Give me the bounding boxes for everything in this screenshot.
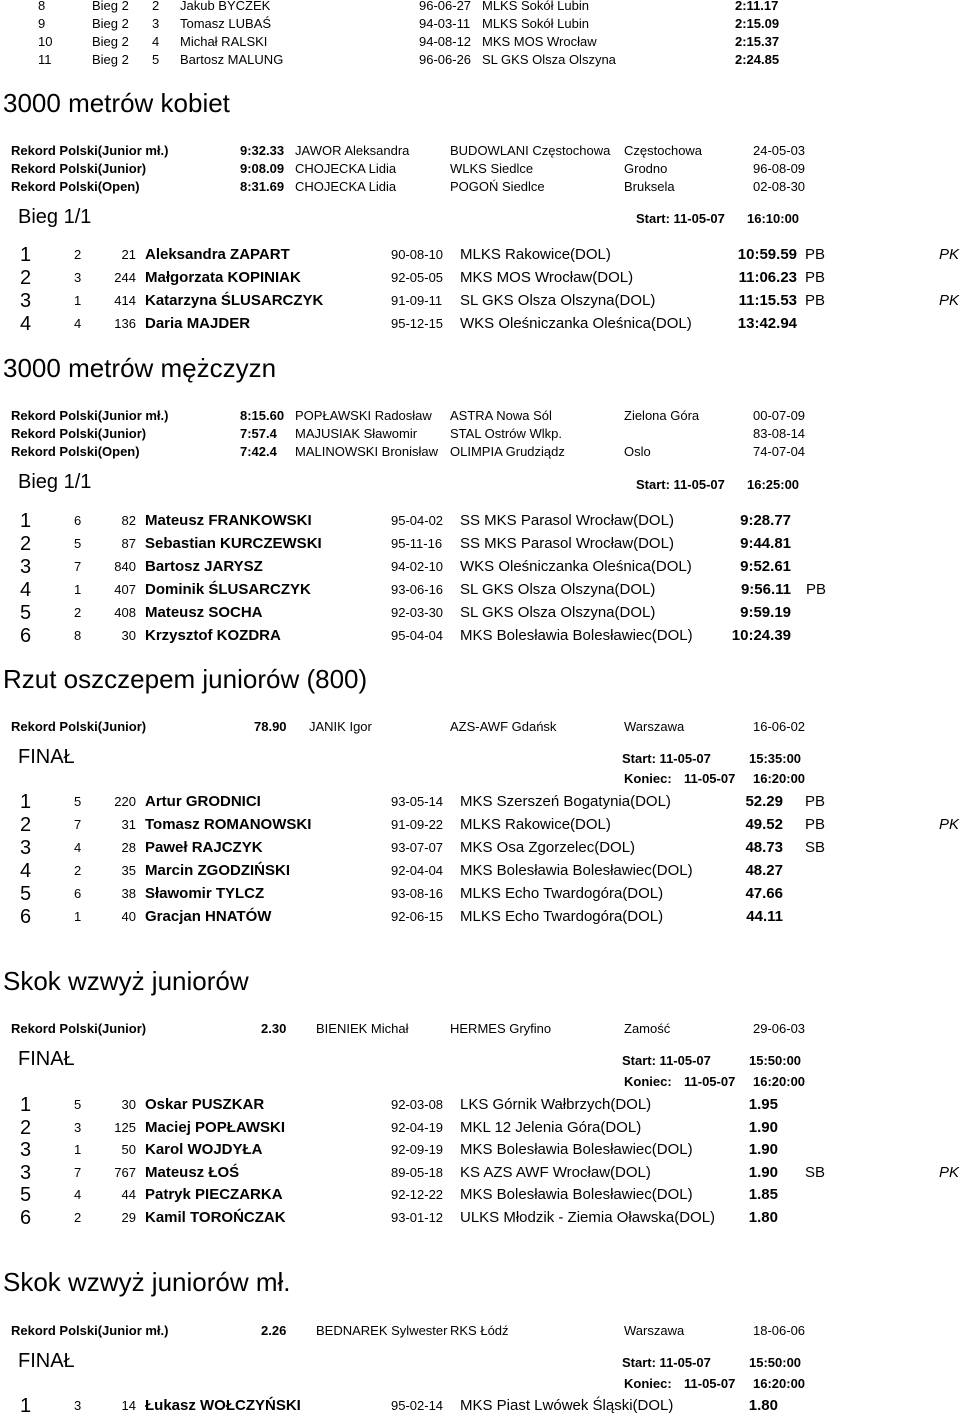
result-note: SB [805, 1163, 826, 1181]
result-lane: 2 [74, 1209, 82, 1225]
record-value: 9:08.09 [240, 161, 285, 176]
record-date: 00-07-09 [753, 408, 806, 423]
result-dob: 92-04-04 [391, 863, 444, 878]
result-pk: PK [939, 246, 960, 263]
result-club: MKS Piast Lwówek Śląski(DOL) [460, 1397, 674, 1414]
row-place: 9 [38, 16, 46, 31]
row-heat: Bieg 2 [92, 0, 129, 13]
row-lane: 5 [152, 52, 160, 67]
result-bib: 21 [121, 247, 136, 262]
result-name: Dominik ŚLUSARCZYK [145, 581, 311, 598]
row-name: Tomasz LUBAŚ [180, 16, 272, 31]
record-club: AZS-AWF Gdańsk [450, 719, 557, 734]
record-club: ASTRA Nowa Sól [450, 408, 552, 423]
result-dob: 91-09-11 [391, 293, 443, 308]
result-name: Mateusz FRANKOWSKI [145, 512, 312, 529]
result-place: 6 [20, 1206, 32, 1229]
record-holder: MALINOWSKI Bronisław [295, 444, 439, 459]
end-date: 11-05-07 [684, 1074, 736, 1089]
result-value: 9:28.77 [740, 512, 791, 529]
result-dob: 92-05-05 [391, 270, 444, 285]
result-lane: 2 [74, 605, 82, 620]
result-lane: 4 [74, 316, 82, 331]
record-holder: BEDNAREK Sylwester [316, 1323, 448, 1338]
heat-label: FINAŁ [18, 1350, 75, 1372]
section-title: Skok wzwyż juniorów [3, 966, 249, 996]
result-value: 1.80 [748, 1397, 778, 1414]
row-club: SL GKS Olsza Olszyna [482, 52, 616, 67]
result-place: 6 [20, 625, 32, 647]
result-note: PB [805, 269, 826, 286]
start-time: 15:50:00 [749, 1053, 802, 1068]
result-bib: 407 [114, 582, 136, 597]
record-place: Grodno [624, 161, 668, 176]
result-place: 2 [20, 1116, 32, 1139]
record-label: Rekord Polski(Open) [11, 179, 140, 194]
result-lane: 5 [74, 536, 82, 551]
record-club: WLKS Siedlce [450, 161, 534, 176]
result-place: 4 [20, 313, 32, 335]
result-name: Marcin ZGODZIŃSKI [145, 862, 291, 879]
start-label: Start: 11-05-07 [622, 751, 711, 766]
result-name: Gracjan HNATÓW [145, 908, 272, 925]
result-bib: 82 [121, 513, 136, 528]
record-date: 74-07-04 [753, 444, 806, 459]
result-club: MKS Bolesławia Bolesławiec(DOL) [460, 627, 693, 644]
heat-label: FINAŁ [18, 1048, 75, 1070]
result-place: 1 [20, 791, 32, 813]
record-label: Rekord Polski(Junior mł.) [11, 408, 169, 423]
row-lane: 2 [152, 0, 160, 13]
result-place: 3 [20, 290, 32, 312]
record-holder: BIENIEK Michał [316, 1021, 409, 1036]
result-dob: 92-03-30 [391, 605, 444, 620]
result-value: 52.29 [745, 793, 783, 810]
result-name: Tomasz ROMANOWSKI [145, 816, 312, 833]
result-place: 3 [20, 1161, 32, 1184]
result-dob: 90-08-10 [391, 247, 444, 262]
result-dob: 91-09-22 [391, 817, 444, 832]
row-dob: 96-06-27 [419, 0, 472, 13]
result-bib: 31 [121, 817, 136, 832]
result-place: 1 [20, 510, 32, 532]
record-label: Rekord Polski(Junior mł.) [11, 143, 169, 158]
result-value: 9:59.19 [740, 604, 791, 621]
record-holder: CHOJECKA Lidia [295, 161, 397, 176]
result-lane: 5 [74, 794, 82, 809]
result-note: PB [806, 581, 827, 598]
row-club: MLKS Sokół Lubin [482, 16, 589, 31]
result-value: 47.66 [745, 885, 783, 902]
record-club: POGOŃ Siedlce [450, 179, 545, 194]
result-club: SL GKS Olsza Olszyna(DOL) [460, 604, 656, 621]
start-label: Start: 11-05-07 [622, 1355, 711, 1370]
result-dob: 95-11-16 [391, 536, 443, 551]
result-note: PB [805, 816, 826, 833]
row-dob: 96-06-26 [419, 52, 472, 67]
record-value: 2.26 [261, 1323, 287, 1338]
result-bib: 40 [121, 909, 136, 924]
result-place: 4 [20, 579, 32, 601]
section-title: Rzut oszczepem juniorów (800) [3, 664, 368, 694]
result-club: MLKS Echo Twardogóra(DOL) [460, 885, 664, 902]
result-name: Patryk PIECZARKA [145, 1186, 283, 1203]
record-place: Oslo [624, 444, 651, 459]
end-label: Koniec: [624, 1074, 672, 1089]
result-note: PB [805, 793, 826, 810]
result-bib: 87 [121, 536, 136, 551]
result-bib: 414 [114, 293, 136, 308]
result-place: 5 [20, 883, 32, 905]
result-value: 10:59.59 [737, 246, 797, 263]
result-club: MKS Bolesławia Bolesławiec(DOL) [460, 862, 693, 879]
heat-label: Bieg 1/1 [18, 206, 92, 228]
record-label: Rekord Polski(Junior) [11, 719, 147, 734]
result-lane: 3 [74, 1119, 82, 1135]
record-club: HERMES Gryfino [450, 1021, 552, 1036]
record-value: 8:31.69 [240, 179, 285, 194]
record-date: 18-06-06 [753, 1323, 806, 1338]
result-bib: 30 [121, 1097, 136, 1112]
end-time: 16:20:00 [753, 1074, 806, 1089]
row-place: 11 [38, 52, 52, 67]
result-dob: 93-05-14 [391, 794, 444, 809]
result-lane: 1 [74, 909, 82, 924]
result-dob: 95-02-14 [391, 1398, 444, 1413]
result-value: 1.90 [748, 1163, 778, 1181]
row-result: 2:15.09 [735, 16, 780, 31]
row-name: Jakub BYCZEK [180, 0, 271, 13]
record-date: 02-08-30 [753, 179, 806, 194]
row-result: 2:15.37 [735, 34, 780, 49]
result-name: Małgorzata KOPINIAK [145, 269, 301, 286]
result-bib: 29 [121, 1209, 136, 1225]
record-value: 7:57.4 [240, 426, 277, 441]
row-place: 10 [38, 34, 53, 49]
result-lane: 7 [74, 1164, 82, 1180]
result-place: 1 [20, 1094, 32, 1116]
result-value: 11:15.53 [738, 292, 797, 309]
result-value: 1.80 [748, 1208, 778, 1226]
record-holder: POPŁAWSKI Radosław [295, 408, 432, 423]
result-value: 49.52 [745, 816, 783, 833]
result-value: 1.95 [748, 1096, 778, 1113]
row-lane: 3 [152, 16, 160, 31]
record-label: Rekord Polski(Junior mł.) [11, 1323, 169, 1338]
result-club: LKS Górnik Wałbrzych(DOL) [460, 1096, 652, 1113]
record-place: Warszawa [624, 719, 685, 734]
result-club: MLKS Rakowice(DOL) [460, 246, 611, 263]
result-bib: 38 [121, 886, 136, 901]
result-value: 44.11 [746, 908, 783, 925]
result-dob: 92-03-08 [391, 1097, 444, 1112]
result-bib: 244 [114, 270, 136, 285]
result-dob: 93-01-12 [391, 1209, 444, 1225]
result-dob: 92-04-19 [391, 1119, 444, 1135]
result-note: PB [805, 246, 826, 263]
record-label: Rekord Polski(Junior) [11, 161, 147, 176]
result-pk: PK [939, 816, 960, 833]
result-note: SB [805, 839, 826, 856]
result-lane: 4 [74, 840, 82, 855]
result-place: 3 [20, 556, 32, 578]
result-value: 13:42.94 [737, 315, 797, 332]
result-club: ULKS Młodzik - Ziemia Oławska(DOL) [460, 1208, 716, 1226]
result-place: 2 [20, 814, 32, 836]
result-bib: 840 [114, 559, 136, 574]
result-club: SL GKS Olsza Olszyna(DOL) [460, 581, 656, 598]
result-club: MKL 12 Jelenia Góra(DOL) [460, 1118, 642, 1136]
record-holder: MAJUSIAK Sławomir [295, 426, 418, 441]
row-name: Michał RALSKI [180, 34, 268, 49]
result-dob: 92-12-22 [391, 1187, 444, 1202]
result-lane: 2 [74, 863, 82, 878]
row-result: 2:11.17 [735, 0, 779, 13]
end-label: Koniec: [624, 771, 672, 786]
result-name: Bartosz JARYSZ [145, 558, 263, 575]
result-club: MLKS Rakowice(DOL) [460, 816, 611, 833]
record-date: 83-08-14 [753, 426, 806, 441]
start-label: Start: 11-05-07 [636, 211, 725, 226]
result-dob: 93-06-16 [391, 582, 444, 597]
record-club: STAL Ostrów Wlkp. [450, 426, 562, 441]
record-place: Zamość [624, 1021, 671, 1036]
result-club: MKS Bolesławia Bolesławiec(DOL) [460, 1141, 693, 1158]
result-bib: 136 [114, 316, 136, 331]
result-dob: 95-04-02 [391, 513, 444, 528]
result-lane: 1 [74, 293, 82, 308]
result-pk: PK [939, 292, 960, 309]
result-value: 9:56.11 [740, 581, 791, 598]
record-date: 16-06-02 [753, 719, 806, 734]
section-title: 3000 metrów mężczyzn [3, 353, 277, 383]
result-bib: 44 [121, 1187, 136, 1202]
result-name: Maciej POPŁAWSKI [145, 1118, 286, 1136]
heat-label: Bieg 1/1 [18, 471, 92, 493]
row-name: Bartosz MALUNG [180, 52, 284, 67]
result-bib: 30 [121, 628, 136, 643]
record-holder: CHOJECKA Lidia [295, 179, 397, 194]
start-time: 15:35:00 [749, 751, 802, 766]
result-dob: 92-09-19 [391, 1142, 444, 1157]
record-club: OLIMPIA Grudziądz [450, 444, 565, 459]
section-title: 3000 metrów kobiet [3, 88, 230, 118]
result-lane: 4 [74, 1187, 82, 1202]
end-time: 16:20:00 [753, 1376, 806, 1391]
result-value: 9:44.81 [740, 535, 791, 552]
result-lane: 1 [74, 1142, 82, 1157]
start-time: 15:50:00 [749, 1355, 802, 1370]
result-name: Katarzyna ŚLUSARCZYK [145, 292, 324, 309]
result-lane: 1 [74, 582, 82, 597]
record-place: Częstochowa [624, 143, 703, 158]
result-place: 2 [20, 267, 32, 289]
result-club: MKS Szerszeń Bogatynia(DOL) [460, 793, 671, 810]
record-holder: JANIK Igor [309, 719, 372, 734]
result-name: Krzysztof KOZDRA [145, 627, 281, 644]
record-date: 24-05-03 [753, 143, 806, 158]
result-place: 1 [20, 1395, 32, 1417]
result-value: 11:06.23 [738, 269, 797, 286]
start-label: Start: 11-05-07 [622, 1053, 711, 1068]
result-name: Mateusz ŁOŚ [145, 1163, 240, 1181]
result-lane: 8 [74, 628, 82, 643]
row-dob: 94-08-12 [419, 34, 472, 49]
result-dob: 95-04-04 [391, 628, 444, 643]
result-dob: 93-08-16 [391, 886, 444, 901]
result-name: Paweł RAJCZYK [145, 839, 263, 856]
result-lane: 7 [74, 559, 82, 574]
result-place: 5 [20, 1184, 32, 1206]
result-lane: 6 [74, 886, 82, 901]
row-heat: Bieg 2 [92, 16, 129, 31]
result-bib: 50 [121, 1142, 136, 1157]
result-lane: 3 [74, 1398, 82, 1413]
result-place: 2 [20, 533, 32, 555]
result-name: Artur GRODNICI [145, 793, 261, 810]
result-place: 3 [20, 1139, 32, 1161]
row-club: MLKS Sokół Lubin [482, 0, 589, 13]
record-value: 8:15.60 [240, 408, 285, 423]
result-lane: 3 [74, 270, 82, 285]
result-value: 1.90 [748, 1141, 778, 1158]
record-value: 7:42.4 [240, 444, 277, 459]
result-place: 1 [20, 244, 32, 266]
record-date: 29-06-03 [753, 1021, 806, 1036]
result-dob: 94-02-10 [391, 559, 444, 574]
record-club: RKS Łódź [450, 1323, 509, 1338]
result-name: Kamil TOROŃCZAK [145, 1208, 286, 1226]
result-lane: 6 [74, 513, 82, 528]
result-dob: 92-06-15 [391, 909, 444, 924]
row-dob: 94-03-11 [419, 16, 471, 31]
result-club: MKS Osa Zgorzelec(DOL) [460, 839, 636, 856]
end-date: 11-05-07 [684, 771, 736, 786]
result-bib: 35 [121, 863, 136, 878]
result-place: 4 [20, 860, 32, 882]
result-club: WKS Oleśniczanka Oleśnica(DOL) [460, 315, 692, 332]
result-bib: 28 [121, 840, 136, 855]
start-time: 16:10:00 [747, 211, 800, 226]
result-club: WKS Oleśniczanka Oleśnica(DOL) [460, 558, 692, 575]
result-name: Oskar PUSZKAR [145, 1096, 265, 1113]
result-dob: 95-12-15 [391, 316, 444, 331]
result-pk: PK [939, 1163, 960, 1181]
record-place: Bruksela [624, 179, 675, 194]
result-value: 48.27 [745, 862, 783, 879]
result-name: Daria MAJDER [145, 315, 251, 332]
result-place: 3 [20, 837, 32, 859]
result-value: 48.73 [745, 839, 783, 856]
row-place: 8 [38, 0, 46, 13]
result-bib: 767 [114, 1164, 136, 1180]
heat-label: FINAŁ [18, 746, 75, 768]
result-dob: 93-07-07 [391, 840, 444, 855]
end-label: Koniec: [624, 1376, 672, 1391]
result-name: Aleksandra ZAPART [145, 246, 290, 263]
result-name: Sebastian KURCZEWSKI [145, 535, 322, 552]
start-time: 16:25:00 [747, 477, 800, 492]
record-value: 78.90 [254, 719, 287, 734]
row-club: MKS MOS Wrocław [482, 34, 597, 49]
result-lane: 7 [74, 817, 82, 832]
result-place: 6 [20, 906, 32, 928]
row-heat: Bieg 2 [92, 34, 129, 49]
record-club: BUDOWLANI Częstochowa [450, 143, 611, 158]
record-date: 96-08-09 [753, 161, 806, 176]
result-lane: 5 [74, 1097, 82, 1112]
result-club: MKS Bolesławia Bolesławiec(DOL) [460, 1186, 693, 1203]
result-name: Łukasz WOŁCZYŃSKI [145, 1397, 301, 1414]
result-value: 1.90 [748, 1118, 778, 1136]
record-value: 9:32.33 [240, 143, 285, 158]
result-club: MKS MOS Wrocław(DOL) [460, 269, 634, 286]
result-club: SS MKS Parasol Wrocław(DOL) [460, 535, 674, 552]
result-value: 9:52.61 [740, 558, 791, 575]
record-value: 2.30 [261, 1021, 287, 1036]
end-time: 16:20:00 [753, 771, 806, 786]
start-label: Start: 11-05-07 [636, 477, 725, 492]
result-value: 10:24.39 [731, 627, 791, 644]
record-label: Rekord Polski(Junior) [11, 426, 147, 441]
result-dob: 89-05-18 [391, 1164, 444, 1180]
result-place: 5 [20, 602, 32, 624]
result-bib: 14 [121, 1398, 136, 1413]
record-place: Warszawa [624, 1323, 685, 1338]
result-lane: 2 [74, 247, 82, 262]
result-name: Karol WOJDYŁA [145, 1141, 263, 1158]
record-holder: JAWOR Aleksandra [295, 143, 410, 158]
result-name: Mateusz SOCHA [145, 604, 263, 621]
record-label: Rekord Polski(Junior) [11, 1021, 147, 1036]
result-name: Sławomir TYLCZ [145, 885, 265, 902]
result-bib: 408 [114, 605, 136, 620]
result-bib: 220 [114, 794, 136, 809]
row-heat: Bieg 2 [92, 52, 129, 67]
result-club: SS MKS Parasol Wrocław(DOL) [460, 512, 674, 529]
result-bib: 125 [114, 1119, 136, 1135]
row-lane: 4 [152, 34, 160, 49]
record-place: Zielona Góra [624, 408, 700, 423]
result-value: 1.85 [748, 1186, 778, 1203]
result-club: MLKS Echo Twardogóra(DOL) [460, 908, 664, 925]
row-result: 2:24.85 [735, 52, 780, 67]
record-label: Rekord Polski(Open) [11, 444, 140, 459]
result-club: KS AZS AWF Wrocław(DOL) [460, 1163, 651, 1181]
result-note: PB [805, 292, 826, 309]
section-title: Skok wzwyż juniorów mł. [3, 1267, 291, 1297]
end-date: 11-05-07 [684, 1376, 736, 1391]
result-club: SL GKS Olsza Olszyna(DOL) [460, 292, 656, 309]
